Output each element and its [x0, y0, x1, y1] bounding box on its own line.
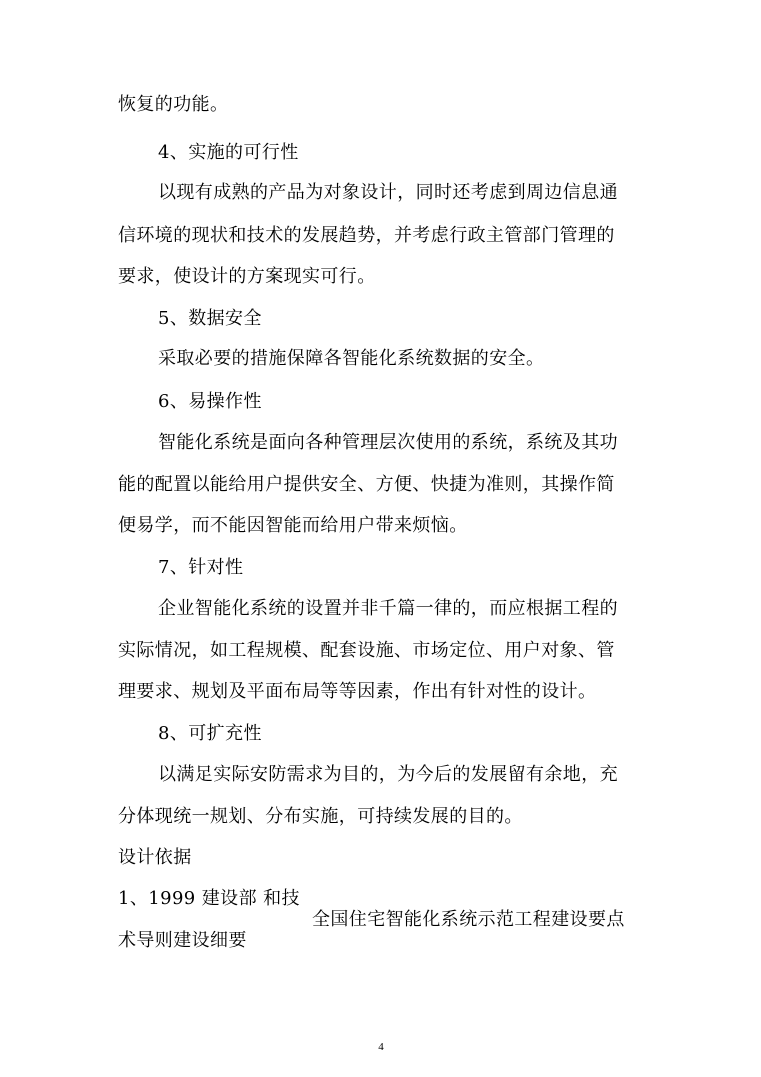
text-line-22: 术导则建设细要	[118, 930, 247, 951]
text-line-20: 1、1999 建设部 和技	[118, 888, 300, 909]
text-line-21: 全国住宅智能化系统示范工程建设要点	[312, 909, 625, 930]
text-line-7: 采取必要的措施保障各智能化系统数据的安全。	[158, 348, 545, 369]
section-heading-4: 4、实施的可行性	[158, 142, 299, 163]
text-line-17: 以满足实际安防需求为目的，为今后的发展留有余地，充	[158, 764, 618, 785]
text-line-1: 恢复的功能。	[118, 94, 229, 115]
text-line-13: 企业智能化系统的设置并非千篇一律的，而应根据工程的	[158, 598, 618, 619]
design-basis-heading: 设计依据	[118, 847, 192, 868]
text-line-5: 要求，使设计的方案现实可行。	[118, 266, 376, 287]
text-line-18: 分体现统一规划、分布实施，可持续发展的目的。	[118, 806, 523, 827]
section-heading-6: 6、易操作性	[158, 391, 262, 412]
text-line-14: 实际情况，如工程规模、配套设施、市场定位、用户对象、管	[118, 640, 615, 661]
text-line-11: 便易学，而不能因智能而给用户带来烦恼。	[118, 515, 468, 536]
text-line-10: 能的配置以能给用户提供安全、方便、快捷为准则，其操作简	[118, 474, 615, 495]
text-line-4: 信环境的现状和技术的发展趋势，并考虑行政主管部门管理的	[118, 225, 615, 246]
page-number: 4	[378, 1041, 384, 1053]
text-line-15: 理要求、规划及平面布局等等因素，作出有针对性的设计。	[118, 681, 597, 702]
text-line-9: 智能化系统是面向各种管理层次使用的系统，系统及其功	[158, 432, 618, 453]
section-heading-5: 5、数据安全	[158, 308, 262, 329]
section-heading-7: 7、针对性	[158, 557, 244, 578]
section-heading-8: 8、可扩充性	[158, 723, 262, 744]
text-line-3: 以现有成熟的产品为对象设计，同时还考虑到周边信息通	[158, 182, 618, 203]
